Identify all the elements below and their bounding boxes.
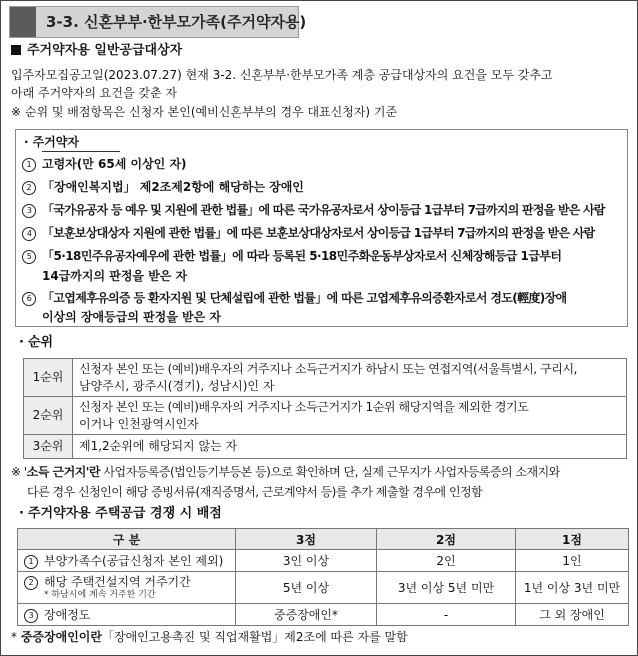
circled-number-icon: 1 <box>24 555 38 569</box>
score-table <box>17 528 629 626</box>
weak-item <box>22 179 304 195</box>
table-row <box>24 435 627 459</box>
rank-table <box>23 358 627 459</box>
income-note-bold: 소득 근거지'란 <box>26 465 101 479</box>
weak-item-continuation: 14급까지의 판정을 받은 자 <box>42 269 188 283</box>
score-label-cell <box>18 550 236 572</box>
weak-item-text: 「고엽제후유의증 등 환자지원 및 단체설립에 관한 법률」에 따른 고엽제후유의증환자로서 경도(輕度)장애 <box>42 291 567 305</box>
weak-item-text: 「장애인복지법」 제2조제2항에 해당하는 장애인 <box>42 180 304 194</box>
score-1pt-cell: 1년 이상 3년 미만 <box>516 572 629 604</box>
footnote-rest: 「장애인고용촉진 및 직업재활법」제2조에 따른 자를 말함 <box>101 630 408 644</box>
weak-group-title: · 주거약자 <box>24 135 79 149</box>
section-title: 3-3. 신혼부부·한부모가족(주거약자용) <box>46 13 307 31</box>
section-header <box>9 6 307 38</box>
rank-desc-cell <box>73 359 627 397</box>
footnote-star: * <box>11 630 17 644</box>
table-row <box>18 550 629 572</box>
general-supply-heading <box>11 43 182 59</box>
circled-number-icon: 4 <box>22 227 36 241</box>
weak-item <box>22 202 605 218</box>
score-label: 부양가족수(공급신청자 본인 제외) <box>44 553 224 568</box>
weak-group-box <box>15 129 628 327</box>
weak-item-text: 고령자(만 65세 이상인 자) <box>42 157 187 171</box>
rank-desc-line: 신청자 본인 또는 (예비)배우자의 거주지나 소득근거지가 1순위 해당지역을 제외한 경기도 <box>79 399 529 414</box>
score-label-cell <box>18 604 236 626</box>
table-row <box>24 397 627 435</box>
score-2pt-cell: 3년 이상 5년 미만 <box>377 572 516 604</box>
rank-desc-line: 이거나 인천광역시인자 <box>79 416 199 431</box>
circled-number-icon: 2 <box>22 181 36 195</box>
income-note-rest: 사업자등록증(법인등기부등본 등)으로 확인하며 단, 실제 근무지가 사업자등록증의 소재지와 <box>100 465 560 479</box>
score-sub-label: * 하남시에 계속 거주한 기간 <box>44 590 156 600</box>
circled-number-icon: 6 <box>22 292 36 306</box>
score-1pt-cell: 1인 <box>516 550 629 572</box>
header-3pt: 3점 <box>236 529 377 550</box>
rank-cell: 1순위 <box>24 359 73 397</box>
header-2pt: 2점 <box>377 529 516 550</box>
rank-desc-cell <box>73 435 627 459</box>
weak-item <box>22 248 561 264</box>
score-label: 장애정도 <box>44 607 91 622</box>
general-supply-heading-label: 주거약자용 일반공급대상자 <box>27 43 183 58</box>
income-note-line-2: 다른 경우 신청인이 해당 증빙서류(재직증명서, 근로계약서 등)를 추가 제출할 경우에 인정함 <box>27 485 483 499</box>
intro-line-2: 아래 주거약자의 요건을 갖춘 자 <box>11 86 177 100</box>
section-header-bar <box>10 7 36 37</box>
rank-desc-line: 신청자 본인 또는 (예비)배우자의 거주지나 소득근거지가 하남시 또는 연접지역(서울특별시, 구리시, <box>79 361 578 376</box>
weak-item-continuation: 이상의 장애등급의 판정을 받은 자 <box>42 310 222 324</box>
table-row <box>18 604 629 626</box>
circled-number-icon: 3 <box>24 609 38 623</box>
score-label-cell <box>18 572 236 604</box>
weak-item-text: 「국가유공자 등 예우 및 지원에 관한 법률」에 따른 국가유공자로서 상이등급 1급부터 7급까지의 판정을 받은 사람 <box>42 203 605 217</box>
rank-title: · 순위 <box>19 335 54 350</box>
weak-item <box>22 290 567 306</box>
score-label: 해당 주택건설지역 거주기간 <box>44 575 191 589</box>
table-row <box>18 572 629 604</box>
score-2pt-cell: 2인 <box>377 550 516 572</box>
rank-cell: 2순위 <box>24 397 73 435</box>
weak-item <box>22 156 187 172</box>
score-3pt-cell: 5년 이상 <box>236 572 377 604</box>
header-category: 구 분 <box>18 529 236 550</box>
circled-number-icon: 1 <box>22 158 36 172</box>
rank-title-label: 순위 <box>27 335 54 350</box>
weak-group-title-underline <box>42 151 120 152</box>
weak-item-text: 「보훈보상대상자 지원에 관한 법률」에 따른 보훈보상대상자로서 상이등급 1급부터 7급까지의 판정을 받은 사람 <box>42 226 595 240</box>
footnote-bold: 중증장애인이란 <box>20 630 102 644</box>
score-3pt-cell: 3인 이상 <box>236 550 377 572</box>
weak-item <box>22 225 594 241</box>
score-title-label: 주거약자용 주택공급 경쟁 시 배점 <box>27 506 222 521</box>
rank-desc-line: 제1,2순위에 해당되지 않는 자 <box>79 439 238 453</box>
score-3pt-cell: 중증장애인* <box>236 604 377 626</box>
intro-note: ※ 순위 및 배점항목은 신청자 본인(예비신혼부부의 경우 대표신청자) 기준 <box>11 105 398 119</box>
rank-cell: 3순위 <box>24 435 73 459</box>
score-2pt-cell: - <box>377 604 516 626</box>
intro-line-1: 입주자모집공고일(2023.07.27) 현재 3-2. 신혼부부·한부모가족 계층 공급대상자의 요건을 모두 갖추고 <box>11 68 553 82</box>
header-1pt: 1점 <box>516 529 629 550</box>
rank-desc-cell <box>73 397 627 435</box>
circled-number-icon: 2 <box>24 576 38 590</box>
weak-item-text: 「5·18민주유공자예우에 관한 법률」에 따라 등록된 5·18민주화운동부상자로서 신체장해등급 1급부터 <box>42 249 562 263</box>
score-title: · 주거약자용 주택공급 경쟁 시 배점 <box>19 506 222 521</box>
table-header-row <box>18 529 629 550</box>
income-note-prefix: ※ ' <box>11 465 27 479</box>
rank-desc-line: 남양주시, 광주시(경기), 성남시)인 자 <box>79 378 275 393</box>
income-note-line-1 <box>11 464 560 480</box>
square-bullet-icon <box>11 45 21 55</box>
score-1pt-cell: 그 외 장애인 <box>516 604 629 626</box>
weak-group-title-label: 주거약자 <box>32 135 79 149</box>
table-row <box>24 359 627 397</box>
circled-number-icon: 3 <box>22 204 36 218</box>
circled-number-icon: 5 <box>22 250 36 264</box>
footnote <box>11 629 408 645</box>
